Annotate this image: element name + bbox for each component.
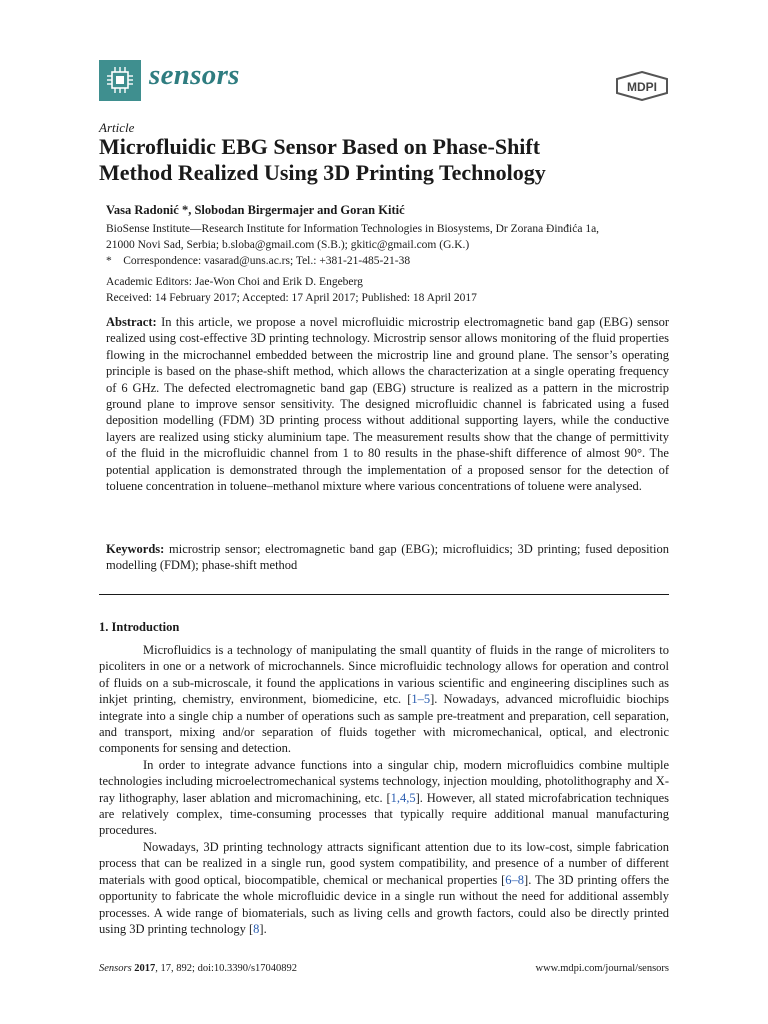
keywords-text: microstrip sensor; electromagnetic band gap (EBG); microfluidics; 3D printing; fused deposition modelling (FDM); phase-shift method	[106, 542, 669, 573]
footer-doi: , 17, 892; doi:10.3390/s17040892	[155, 963, 298, 974]
section-heading: 1. Introduction	[99, 620, 180, 634]
mdpi-logo[interactable]	[614, 71, 670, 106]
footer-year: 2017	[134, 963, 156, 974]
article-title	[99, 134, 679, 186]
keywords-label: Keywords:	[106, 542, 165, 556]
paragraph: Microfluidics is a technology of manipulating the small quantity of fluids in the range of microliters to picoliters in one or a network of microchannels. Since microfluidic technology allows for operation and control of fluids on a sub-microscale, it found the applications in various scientific and engineering disciplines such as inkjet printing, chemistry, environment, biomedicine, etc. [1–5]. Nowadays, advanced microfluidic biochips integrate into a single chip a number of operations such as sample pre-treatment and preparation, cell separation, and transport, mixing and/or separation of fluids together with micromechanical, optical, and electronic components for sensing and detection.	[99, 643, 669, 756]
academic-editors: Academic Editors: Jae-Won Choi and Erik D. Engeberg	[106, 276, 363, 288]
paragraph: In order to integrate advance functions into a singular chip, modern microfluidics combine multiple technologies including microelectromechanical systems technology, injection moulding, photolithography and X-ray lithography, laser ablation and micromachining, etc. [1,4,5]. However, all stated microfabrication techniques are relatively complex, time-consuming processes that typically require additional manual manufacturing procedures.	[99, 757, 669, 838]
citation-link[interactable]: 1,4,5	[390, 790, 416, 805]
affiliation-line-2: 21000 Novi Sad, Serbia; b.sloba@gmail.com (S.B.); gkitic@gmail.com (G.K.)	[106, 239, 470, 251]
paragraph: Nowadays, 3D printing technology attracts significant attention due to its low-cost, simple fabrication process that can be realized in a single run, good system compatibility, and presence of a number of different materials with good optical, biocompatible, chemical or mechanical properties [6–8]. The 3D printing offers the opportunity to fabricate the whole microfluidic device in a single run without the need for additional assembly processes. A wide range of biomaterials, such as living cells and growth factors, could also be directly printed using 3D printing technology [8].	[99, 839, 669, 936]
citation-link[interactable]: 6–8	[505, 872, 525, 887]
footer-citation	[99, 963, 297, 974]
mdpi-logo-text: MDPI	[627, 80, 657, 94]
affiliation	[106, 221, 686, 269]
title-line-2: Method Realized Using 3D Printing Technology	[99, 160, 546, 185]
publication-dates: Received: 14 February 2017; Accepted: 17 April 2017; Published: 18 April 2017	[106, 292, 477, 304]
abstract	[106, 314, 669, 494]
author-list: Vasa Radonić *, Slobodan Birgermajer and Goran Kitić	[106, 203, 405, 217]
abstract-label: Abstract:	[106, 315, 157, 329]
affiliation-line-1: BioSense Institute—Research Institute for Information Technologies in Biosystems, Dr Zorana Đinđića 1a,	[106, 223, 600, 235]
article-type: Article	[99, 120, 135, 135]
section-divider	[99, 594, 669, 595]
abstract-text: In this article, we propose a novel microfluidic microstrip electromagnetic band gap (EBG) sensor realized using cost-effective 3D printing technology. Microstrip sensor allows monitoring of the fluid properties flowing in the microchannel embedded between the microstrip line and ground plane. The sensor’s operating principle is based on the phase-shift method, which allows the characterization at a single operating frequency of 6 GHz. The defected electromagnetic band gap (EBG) structure is realized as a pattern in the microstrip ground plane to improve sensor sensitivity. The designed microfluidic channel is fabricated using a fused deposition modelling (FDM) 3D printing process without additional supporting layers, while the conductive layers are realized using sticky aluminium tape. The measurement results show that the change of permittivity of the fluid in the microfluidic channel from 1 to 80 results in the phase-shift difference of almost 90°. The potential application is demonstrated through the implementation of a proposed sensor for the detection of toluene concentration in toluene–methanol mixture where various concentrations of toluene were analysed.	[106, 315, 669, 494]
citation-link[interactable]: 8	[253, 921, 260, 936]
correspondence: * Correspondence: vasarad@uns.ac.rs; Tel.: +381-21-485-21-38	[106, 255, 411, 267]
chip-icon	[99, 60, 141, 101]
keywords	[106, 541, 669, 574]
citation-link[interactable]: 1–5	[411, 692, 431, 707]
journal-name[interactable]: sensors	[149, 59, 240, 91]
title-line-1: Microfluidic EBG Sensor Based on Phase-Shift	[99, 134, 541, 159]
editorial-info	[106, 274, 686, 306]
introduction-body	[99, 642, 669, 937]
footer-journal: Sensors	[99, 963, 132, 974]
footer-url[interactable]: www.mdpi.com/journal/sensors	[535, 963, 669, 974]
journal-logo	[99, 60, 141, 101]
